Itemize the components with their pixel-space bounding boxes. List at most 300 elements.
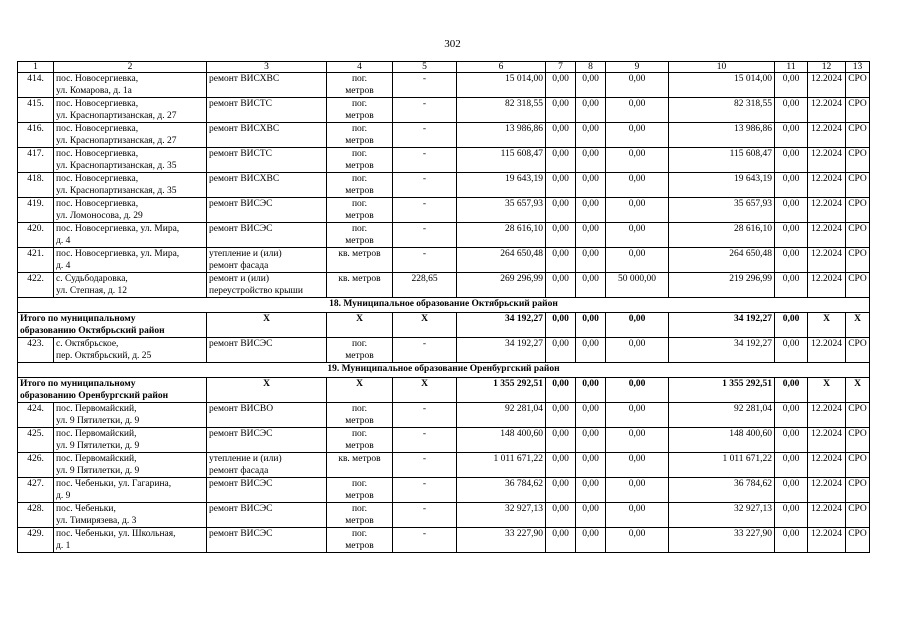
table-row — [18, 173, 870, 198]
work-type-cell — [207, 173, 327, 198]
quantity-cell: 228,65 — [393, 273, 457, 298]
local-budget-cell: 0,00 — [606, 223, 669, 248]
unit-cell-line: кв. метров — [338, 274, 381, 284]
work-type-cell-line: ремонт фасада — [209, 261, 269, 271]
table-row — [18, 273, 870, 298]
work-type-cell — [207, 453, 327, 478]
row-number-cell: 426. — [18, 453, 54, 478]
unit-cell-line: пог. — [351, 339, 368, 349]
other-funds-cell: 0,00 — [775, 248, 808, 273]
fund-cell: 0,00 — [546, 403, 576, 428]
header-cell: 6 — [457, 62, 546, 73]
work-type-cell — [207, 428, 327, 453]
address-cell-line: ул. 9 Пятилетки, д. 9 — [56, 416, 140, 426]
row-number-cell: 419. — [18, 198, 54, 223]
budget-cell: 0,00 — [576, 273, 606, 298]
row-number-cell: 416. — [18, 123, 54, 148]
fund-cell: 0,00 — [546, 173, 576, 198]
address-cell-line: пос. Новосергиевка, — [56, 199, 139, 209]
address-cell-line: пос. Чебеньки, — [56, 504, 116, 514]
other-funds-cell: 0,00 — [775, 98, 808, 123]
address-cell — [54, 173, 207, 198]
work-type-cell-line: утепление и (или) — [209, 454, 282, 464]
address-cell — [54, 123, 207, 148]
address-cell-line: пос. Первомайский, — [56, 404, 137, 414]
work-type-cell — [207, 98, 327, 123]
budget-cell: 0,00 — [576, 528, 606, 553]
deadline-cell: 12.2024 — [808, 453, 846, 478]
fund-cell: 0,00 — [546, 148, 576, 173]
unit-cell-line: метров — [345, 136, 374, 146]
work-type-cell-line: ремонт ВИСЭС — [209, 529, 273, 539]
unit-cell-line: метров — [345, 516, 374, 526]
address-cell — [54, 478, 207, 503]
deadline-cell: 12.2024 — [808, 123, 846, 148]
address-cell-line: ул. Тимирязева, д. 3 — [56, 516, 137, 526]
method-cell: СРО — [846, 198, 870, 223]
method-cell: Х — [846, 313, 870, 338]
row-number-cell: 414. — [18, 73, 54, 98]
unit-cell — [327, 453, 393, 478]
row-number-cell: 418. — [18, 173, 54, 198]
quantity-cell: - — [393, 198, 457, 223]
quantity-cell: - — [393, 338, 457, 363]
work-type-cell-line: переустройство крыши — [209, 286, 303, 296]
other-funds-cell: 0,00 — [775, 123, 808, 148]
address-cell — [54, 273, 207, 298]
owner-funds-cell: 115 608,47 — [669, 148, 775, 173]
table-row — [18, 528, 870, 553]
work-type-cell: Х — [207, 378, 327, 403]
work-type-cell — [207, 148, 327, 173]
local-budget-cell: 50 000,00 — [606, 273, 669, 298]
fund-cell: 0,00 — [546, 223, 576, 248]
unit-cell-line: пог. — [351, 529, 368, 539]
total-cost-cell: 82 318,55 — [457, 98, 546, 123]
row-number-cell: 429. — [18, 528, 54, 553]
unit-cell — [327, 173, 393, 198]
address-cell-line: д. 9 — [56, 491, 71, 501]
section-header-row — [18, 298, 870, 313]
total-label-line: Итого по муниципальному — [20, 314, 136, 324]
local-budget-cell: 0,00 — [606, 338, 669, 363]
total-cost-cell: 115 608,47 — [457, 148, 546, 173]
total-cost-cell: 33 227,90 — [457, 528, 546, 553]
deadline-cell: 12.2024 — [808, 223, 846, 248]
method-cell: СРО — [846, 123, 870, 148]
unit-cell-line: метров — [345, 111, 374, 121]
deadline-cell: Х — [808, 313, 846, 338]
work-type-cell-line: ремонт фасада — [209, 466, 269, 476]
address-cell-line: ул. Краснопартизанская, д. 35 — [56, 161, 177, 171]
unit-cell-line: пог. — [351, 99, 368, 109]
deadline-cell: 12.2024 — [808, 403, 846, 428]
budget-cell: 0,00 — [576, 338, 606, 363]
total-cost-cell: 28 616,10 — [457, 223, 546, 248]
total-cost-cell: 34 192,27 — [457, 313, 546, 338]
unit-cell — [327, 223, 393, 248]
other-funds-cell: 0,00 — [775, 403, 808, 428]
header-cell: 10 — [669, 62, 775, 73]
work-type-cell — [207, 123, 327, 148]
table-row — [18, 123, 870, 148]
address-cell-line: пос. Чебеньки, ул. Школьная, — [56, 529, 176, 539]
unit-cell-line: метров — [345, 186, 374, 196]
table-row — [18, 148, 870, 173]
deadline-cell: 12.2024 — [808, 98, 846, 123]
unit-cell-line: пог. — [351, 199, 368, 209]
work-type-cell — [207, 503, 327, 528]
other-funds-cell: 0,00 — [775, 313, 808, 338]
table-row — [18, 98, 870, 123]
work-type-cell — [207, 273, 327, 298]
address-cell — [54, 453, 207, 478]
work-type-cell: Х — [207, 313, 327, 338]
quantity-cell: - — [393, 403, 457, 428]
row-number-cell: 424. — [18, 403, 54, 428]
total-label-line: образованию Октябрьский район — [20, 326, 165, 336]
row-number-cell: 427. — [18, 478, 54, 503]
unit-cell-line: пог. — [351, 149, 368, 159]
deadline-cell: 12.2024 — [808, 503, 846, 528]
budget-cell: 0,00 — [576, 503, 606, 528]
unit-cell — [327, 148, 393, 173]
table-row — [18, 198, 870, 223]
quantity-cell: - — [393, 478, 457, 503]
repair-program-table — [17, 61, 870, 553]
header-cell: 1 — [18, 62, 54, 73]
work-type-cell — [207, 338, 327, 363]
address-cell-line: пер. Октябрьский, д. 25 — [56, 351, 152, 361]
address-cell-line: с. Октябрьское, — [56, 339, 119, 349]
deadline-cell: 12.2024 — [808, 338, 846, 363]
deadline-cell: 12.2024 — [808, 273, 846, 298]
budget-cell: 0,00 — [576, 248, 606, 273]
unit-cell-line: пог. — [351, 404, 368, 414]
address-cell-line: пос. Первомайский, — [56, 429, 137, 439]
quantity-cell: - — [393, 428, 457, 453]
other-funds-cell: 0,00 — [775, 428, 808, 453]
unit-cell-line: пог. — [351, 479, 368, 489]
address-cell-line: ул. Краснопартизанская, д. 35 — [56, 186, 177, 196]
deadline-cell: 12.2024 — [808, 173, 846, 198]
method-cell: СРО — [846, 98, 870, 123]
row-number-cell: 425. — [18, 428, 54, 453]
unit-cell — [327, 528, 393, 553]
work-type-cell — [207, 198, 327, 223]
work-type-cell-line: ремонт ВИСВО — [209, 404, 274, 414]
owner-funds-cell: 34 192,27 — [669, 313, 775, 338]
owner-funds-cell: 28 616,10 — [669, 223, 775, 248]
table-row — [18, 248, 870, 273]
unit-cell-line: метров — [345, 416, 374, 426]
method-cell: СРО — [846, 338, 870, 363]
fund-cell: 0,00 — [546, 528, 576, 553]
section-header-row — [18, 363, 870, 378]
work-type-cell-line: ремонт ВИСХВС — [209, 74, 280, 84]
header-cell: 9 — [606, 62, 669, 73]
deadline-cell: 12.2024 — [808, 73, 846, 98]
header-cell: 12 — [808, 62, 846, 73]
local-budget-cell: 0,00 — [606, 248, 669, 273]
total-label-line: образованию Оренбургский район — [20, 391, 169, 401]
deadline-cell: 12.2024 — [808, 428, 846, 453]
unit-cell — [327, 98, 393, 123]
row-number-cell: 420. — [18, 223, 54, 248]
unit-cell-line: метров — [345, 86, 374, 96]
local-budget-cell: 0,00 — [606, 123, 669, 148]
work-type-cell-line: ремонт ВИСХВС — [209, 174, 280, 184]
work-type-cell — [207, 73, 327, 98]
row-number-cell: 428. — [18, 503, 54, 528]
fund-cell: 0,00 — [546, 123, 576, 148]
address-cell-line: пос. Первомайский, — [56, 454, 137, 464]
address-cell — [54, 223, 207, 248]
local-budget-cell: 0,00 — [606, 503, 669, 528]
address-cell-line: пос. Новосергиевка, — [56, 99, 139, 109]
owner-funds-cell: 148 400,60 — [669, 428, 775, 453]
total-cost-cell: 148 400,60 — [457, 428, 546, 453]
section-title: 19. Муниципальное образование Оренбургский район — [18, 363, 870, 378]
column-number-header — [18, 62, 870, 73]
method-cell: СРО — [846, 273, 870, 298]
owner-funds-cell: 82 318,55 — [669, 98, 775, 123]
address-cell — [54, 248, 207, 273]
unit-cell — [327, 198, 393, 223]
quantity-cell: - — [393, 73, 457, 98]
work-type-cell-line: ремонт ВИСЭС — [209, 504, 273, 514]
owner-funds-cell: 1 355 292,51 — [669, 378, 775, 403]
other-funds-cell: 0,00 — [775, 528, 808, 553]
address-cell-line: ул. Комарова, д. 1а — [56, 86, 132, 96]
header-cell: 4 — [327, 62, 393, 73]
owner-funds-cell: 36 784,62 — [669, 478, 775, 503]
unit-cell-line: метров — [345, 351, 374, 361]
owner-funds-cell: 92 281,04 — [669, 403, 775, 428]
unit-cell — [327, 73, 393, 98]
address-cell — [54, 503, 207, 528]
fund-cell: 0,00 — [546, 503, 576, 528]
work-type-cell-line: ремонт ВИСЭС — [209, 479, 273, 489]
address-cell-line: пос. Новосергиевка, — [56, 124, 139, 134]
address-cell — [54, 428, 207, 453]
fund-cell: 0,00 — [546, 338, 576, 363]
address-cell-line: пос. Новосергиевка, ул. Мира, — [56, 224, 180, 234]
header-cell: 13 — [846, 62, 870, 73]
other-funds-cell: 0,00 — [775, 73, 808, 98]
other-funds-cell: 0,00 — [775, 223, 808, 248]
quantity-cell: - — [393, 528, 457, 553]
table-row — [18, 453, 870, 478]
deadline-cell: 12.2024 — [808, 248, 846, 273]
fund-cell: 0,00 — [546, 478, 576, 503]
fund-cell: 0,00 — [546, 313, 576, 338]
method-cell: СРО — [846, 428, 870, 453]
unit-cell-line: метров — [345, 541, 374, 551]
unit-cell-line: пог. — [351, 504, 368, 514]
address-cell-line: ул. 9 Пятилетки, д. 9 — [56, 441, 140, 451]
owner-funds-cell: 35 657,93 — [669, 198, 775, 223]
unit-cell-line: метров — [345, 441, 374, 451]
budget-cell: 0,00 — [576, 173, 606, 198]
quantity-cell: - — [393, 123, 457, 148]
fund-cell: 0,00 — [546, 428, 576, 453]
address-cell-line: пос. Новосергиевка, — [56, 174, 139, 184]
header-cell: 3 — [207, 62, 327, 73]
header-cell: 5 — [393, 62, 457, 73]
fund-cell: 0,00 — [546, 198, 576, 223]
budget-cell: 0,00 — [576, 428, 606, 453]
work-type-cell-line: утепление и (или) — [209, 249, 282, 259]
total-cost-cell: 264 650,48 — [457, 248, 546, 273]
address-cell — [54, 148, 207, 173]
fund-cell: 0,00 — [546, 248, 576, 273]
address-cell-line: пос. Новосергиевка, — [56, 74, 139, 84]
address-cell-line: пос. Новосергиевка, — [56, 149, 139, 159]
total-cost-cell: 1 011 671,22 — [457, 453, 546, 478]
work-type-cell-line: ремонт ВИСЭС — [209, 339, 273, 349]
local-budget-cell: 0,00 — [606, 73, 669, 98]
unit-cell-line: пог. — [351, 174, 368, 184]
address-cell — [54, 338, 207, 363]
owner-funds-cell: 13 986,86 — [669, 123, 775, 148]
owner-funds-cell: 34 192,27 — [669, 338, 775, 363]
other-funds-cell: 0,00 — [775, 198, 808, 223]
table-row — [18, 73, 870, 98]
work-type-cell-line: ремонт ВИСХВС — [209, 124, 280, 134]
work-type-cell-line: ремонт ВИСЭС — [209, 224, 273, 234]
quantity-cell: - — [393, 503, 457, 528]
table-row — [18, 503, 870, 528]
quantity-cell: Х — [393, 313, 457, 338]
address-cell-line: пос. Чебеньки, ул. Гагарина, — [56, 479, 172, 489]
total-label — [18, 313, 207, 338]
address-cell — [54, 403, 207, 428]
work-type-cell-line: ремонт ВИСТС — [209, 99, 273, 109]
other-funds-cell: 0,00 — [775, 478, 808, 503]
total-cost-cell: 1 355 292,51 — [457, 378, 546, 403]
page-number: 302 — [444, 38, 461, 50]
method-cell: СРО — [846, 223, 870, 248]
total-cost-cell: 92 281,04 — [457, 403, 546, 428]
address-cell-line: с. Судьбодаровка, — [56, 274, 128, 284]
unit-cell — [327, 478, 393, 503]
other-funds-cell: 0,00 — [775, 453, 808, 478]
unit-cell — [327, 503, 393, 528]
total-label — [18, 378, 207, 403]
local-budget-cell: 0,00 — [606, 98, 669, 123]
section-title: 18. Муниципальное образование Октябрьский район — [18, 298, 870, 313]
address-cell-line: д. 4 — [56, 261, 71, 271]
table-row — [18, 403, 870, 428]
work-type-cell-line: ремонт и (или) — [209, 274, 270, 284]
address-cell — [54, 198, 207, 223]
work-type-cell-line: ремонт ВИСТС — [209, 149, 273, 159]
fund-cell: 0,00 — [546, 378, 576, 403]
quantity-cell: - — [393, 148, 457, 173]
total-cost-cell: 269 296,99 — [457, 273, 546, 298]
budget-cell: 0,00 — [576, 378, 606, 403]
unit-cell — [327, 123, 393, 148]
row-number-cell: 422. — [18, 273, 54, 298]
address-cell-line: д. 4 — [56, 236, 71, 246]
method-cell: СРО — [846, 73, 870, 98]
total-label-line: Итого по муниципальному — [20, 379, 136, 389]
unit-cell-line: кв. метров — [338, 454, 381, 464]
row-number-cell: 421. — [18, 248, 54, 273]
unit-cell — [327, 403, 393, 428]
address-cell — [54, 73, 207, 98]
method-cell: Х — [846, 378, 870, 403]
deadline-cell: 12.2024 — [808, 198, 846, 223]
method-cell: СРО — [846, 148, 870, 173]
table-row — [18, 478, 870, 503]
fund-cell: 0,00 — [546, 98, 576, 123]
total-cost-cell: 19 643,19 — [457, 173, 546, 198]
owner-funds-cell: 15 014,00 — [669, 73, 775, 98]
work-type-cell — [207, 223, 327, 248]
address-cell-line: пос. Новосергиевка, ул. Мира, — [56, 249, 180, 259]
address-cell-line: ул. 9 Пятилетки, д. 9 — [56, 466, 140, 476]
budget-cell: 0,00 — [576, 478, 606, 503]
address-cell-line: д. 1 — [56, 541, 71, 551]
other-funds-cell: 0,00 — [775, 173, 808, 198]
header-cell: 7 — [546, 62, 576, 73]
local-budget-cell: 0,00 — [606, 378, 669, 403]
table-row — [18, 428, 870, 453]
unit-cell-line: метров — [345, 236, 374, 246]
unit-cell — [327, 248, 393, 273]
method-cell: СРО — [846, 528, 870, 553]
unit-cell — [327, 338, 393, 363]
work-type-cell — [207, 478, 327, 503]
total-row — [18, 378, 870, 403]
unit-cell-line: пог. — [351, 224, 368, 234]
quantity-cell: - — [393, 453, 457, 478]
method-cell: СРО — [846, 403, 870, 428]
table-row — [18, 223, 870, 248]
quantity-cell: - — [393, 248, 457, 273]
other-funds-cell: 0,00 — [775, 503, 808, 528]
deadline-cell: 12.2024 — [808, 478, 846, 503]
budget-cell: 0,00 — [576, 198, 606, 223]
budget-cell: 0,00 — [576, 123, 606, 148]
work-type-cell — [207, 528, 327, 553]
unit-cell: Х — [327, 313, 393, 338]
address-cell — [54, 98, 207, 123]
budget-cell: 0,00 — [576, 403, 606, 428]
address-cell-line: ул. Степная, д. 12 — [56, 286, 127, 296]
local-budget-cell: 0,00 — [606, 528, 669, 553]
work-type-cell — [207, 248, 327, 273]
owner-funds-cell: 32 927,13 — [669, 503, 775, 528]
method-cell: СРО — [846, 173, 870, 198]
budget-cell: 0,00 — [576, 98, 606, 123]
unit-cell-line: метров — [345, 161, 374, 171]
owner-funds-cell: 19 643,19 — [669, 173, 775, 198]
table-row — [18, 338, 870, 363]
budget-cell: 0,00 — [576, 223, 606, 248]
total-cost-cell: 34 192,27 — [457, 338, 546, 363]
budget-cell: 0,00 — [576, 313, 606, 338]
unit-cell-line: метров — [345, 211, 374, 221]
other-funds-cell: 0,00 — [775, 148, 808, 173]
local-budget-cell: 0,00 — [606, 148, 669, 173]
method-cell: СРО — [846, 248, 870, 273]
address-cell — [54, 528, 207, 553]
table-body — [18, 73, 870, 553]
address-cell-line: ул. Краснопартизанская, д. 27 — [56, 111, 177, 121]
